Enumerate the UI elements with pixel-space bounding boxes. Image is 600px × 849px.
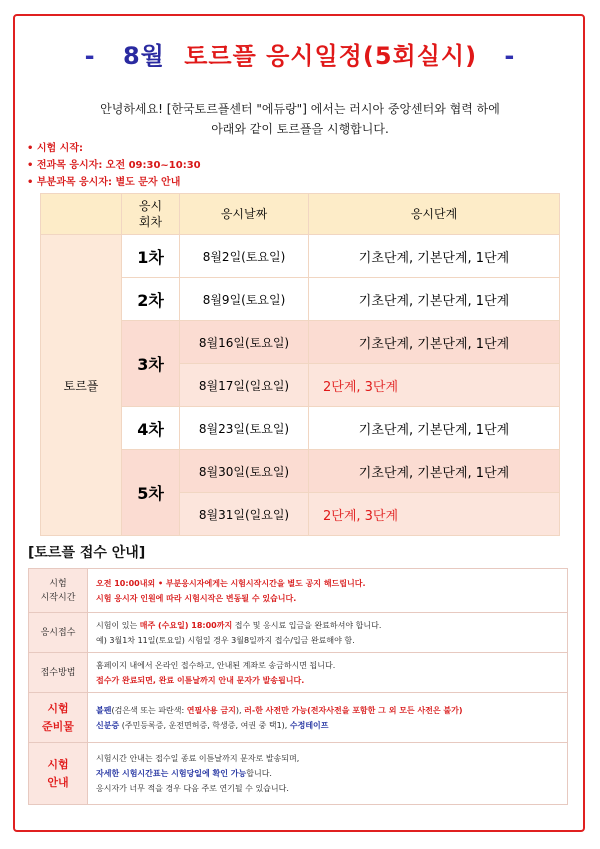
round-cell: 4차 — [122, 407, 180, 450]
intro-line-1: 안녕하세요! [한국토르플센터 "에듀랑"] 에서는 러시아 중앙센터와 협력 하에 — [100, 102, 500, 116]
info-section-title: [토르플 접수 안내] — [28, 545, 146, 561]
schedule-header-round: 응시 회차 — [122, 194, 180, 235]
info-line: 응시자가 너무 적을 경우 다음 주로 연기될 수 있습니다. — [96, 784, 289, 793]
stage-cell: 기초단계, 기본단계, 1단계 — [309, 278, 560, 321]
schedule-row — [41, 235, 560, 278]
intro-line-2: 아래와 같이 토르플을 시행합니다. — [211, 122, 389, 136]
info-value — [88, 693, 568, 743]
round-cell: 5차 — [122, 450, 180, 536]
info-label: 시험 준비물 — [29, 693, 88, 743]
info-label: 시험 시작시간 — [29, 569, 88, 613]
title-month: 8월 — [122, 42, 165, 70]
schedule-header-blank — [41, 194, 122, 235]
info-highlight: 볼펜 — [96, 705, 112, 715]
title-dash-right: - — [504, 42, 516, 70]
info-highlight: 수정테이프 — [289, 720, 329, 730]
title-dash-left: - — [84, 42, 96, 70]
note-item: • 전과목 응시자: 오전 09:30~10:30 — [27, 157, 201, 174]
date-cell: 8월23일(토요일) — [180, 407, 309, 450]
info-value — [88, 569, 568, 613]
date-cell: 8월30일(토요일) — [180, 450, 309, 493]
info-text: (검은색 또는 파란색: — [111, 705, 187, 715]
schedule-header-stage: 응시단계 — [309, 194, 560, 235]
intro-text — [0, 99, 600, 139]
info-line: 홈페이지 내에서 온라인 접수하고, 안내된 계좌로 송금하시면 됩니다. — [96, 660, 336, 670]
date-cell: 8월31일(일요일) — [180, 493, 309, 536]
info-row — [29, 613, 568, 653]
info-text: 시험이 있는 — [96, 620, 140, 630]
schedule-header-row — [41, 194, 560, 235]
round-cell: 1차 — [122, 235, 180, 278]
info-highlight: 매주 (수요일) 18:00까지 — [139, 620, 233, 630]
note-item: • 부분과목 응시자: 별도 문자 안내 — [27, 174, 201, 191]
info-line — [96, 618, 559, 633]
stage-cell: 2단계, 3단계 — [309, 364, 560, 407]
info-row — [29, 693, 568, 743]
info-line: 시험시간 안내는 접수일 종료 이튿날까지 문자로 발송되며, — [96, 754, 300, 763]
info-line — [96, 703, 559, 718]
note-item: • 시험 시작: — [27, 140, 201, 157]
date-cell: 8월9일(토요일) — [180, 278, 309, 321]
schedule-header-date: 응시날짜 — [180, 194, 309, 235]
info-text: (주민등록증, 운전면허증, 학생증, 여권 중 택1), — [119, 720, 290, 730]
info-highlight: 자세한 시험시간표는 시험당일에 확인 가능 — [96, 769, 247, 778]
info-line: 시험 응시자 인원에 따라 시험시작은 변동될 수 있습니다. — [96, 593, 297, 603]
info-value — [88, 743, 568, 805]
round-cell: 3차 — [122, 321, 180, 407]
info-value — [88, 653, 568, 693]
notes-list — [27, 140, 201, 191]
info-highlight: (전자사전을 포함한 그 외 모든 사전은 불가) — [307, 705, 463, 715]
info-text: 합니다. — [246, 769, 272, 778]
info-row — [29, 653, 568, 693]
page-title — [0, 36, 600, 71]
info-line — [96, 766, 559, 781]
info-table — [28, 568, 568, 805]
info-label: 응시접수 — [29, 613, 88, 653]
info-text: 접수 및 응시료 입금을 완료하셔야 합니다. — [232, 620, 382, 630]
stage-cell: 2단계, 3단계 — [309, 493, 560, 536]
title-main: 토르플 응시일정(5회실시) — [184, 42, 478, 70]
info-line — [96, 718, 559, 733]
info-line: 접수가 완료되면, 완료 이튿날까지 안내 문자가 발송됩니다. — [96, 675, 305, 685]
info-highlight: 연필사용 금지 — [186, 705, 236, 715]
date-cell: 8월17일(일요일) — [180, 364, 309, 407]
round-cell: 2차 — [122, 278, 180, 321]
info-value — [88, 613, 568, 653]
stage-cell: 기초단계, 기본단계, 1단계 — [309, 321, 560, 364]
info-label: 시험 안내 — [29, 743, 88, 805]
info-line: 예) 3월1차 11일(토요일) 시험일 경우 3월8일까지 접수/입금 완료해야 함. — [96, 635, 355, 645]
info-label: 접수방법 — [29, 653, 88, 693]
date-cell: 8월2일(토요일) — [180, 235, 309, 278]
stage-cell: 기초단계, 기본단계, 1단계 — [309, 450, 560, 493]
info-highlight: 신분증 — [96, 720, 120, 730]
info-line: 오전 10:00내외 • 부분응시자에게는 시험시작시간을 별도 공지 해드립니다. — [96, 578, 366, 588]
stage-cell: 기초단계, 기본단계, 1단계 — [309, 407, 560, 450]
stage-cell: 기초단계, 기본단계, 1단계 — [309, 235, 560, 278]
info-text: ), — [235, 705, 245, 715]
info-highlight: 러-한 사전만 가능 — [244, 705, 308, 715]
info-row — [29, 569, 568, 613]
date-cell: 8월16일(토요일) — [180, 321, 309, 364]
info-row — [29, 743, 568, 805]
exam-name-cell: 토르플 — [41, 235, 122, 536]
schedule-table — [40, 193, 560, 536]
